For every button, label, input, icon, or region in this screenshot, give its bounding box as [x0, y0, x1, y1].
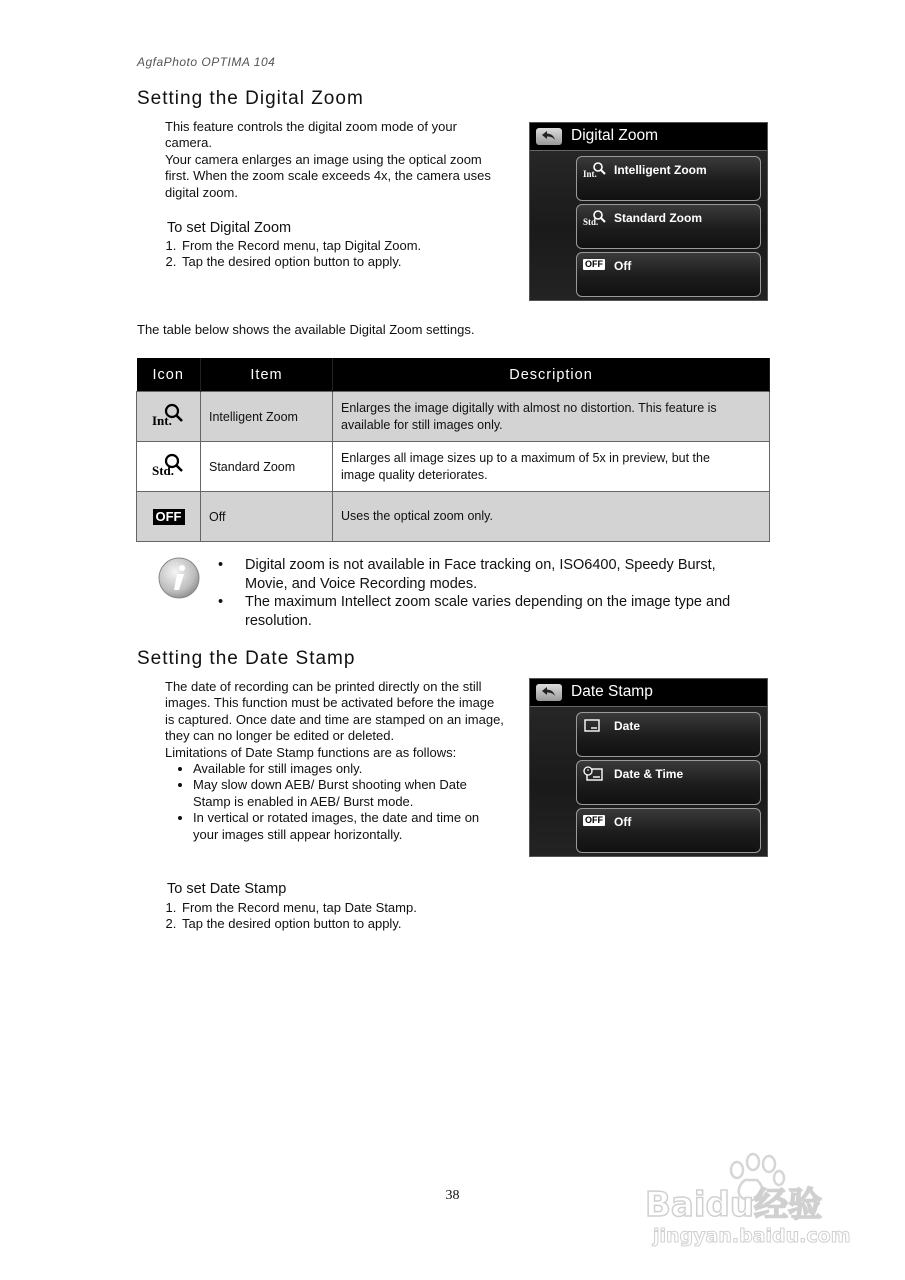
item-cell: Standard Zoom	[201, 442, 333, 492]
intro-line: Limitations of Date Stamp functions are as follows:	[165, 744, 457, 760]
notes	[218, 556, 770, 630]
section-title-date-stamp: Setting the Date Stamp	[137, 648, 356, 669]
back-button[interactable]	[536, 684, 562, 701]
screen-title: Digital Zoom	[571, 127, 658, 144]
back-button[interactable]	[536, 128, 562, 145]
digital-zoom-screen	[529, 122, 768, 301]
step: 1. From the Record menu, tap Date Stamp.	[180, 900, 512, 916]
off-icon: OFF	[585, 815, 603, 825]
intro-line: first. When the zoom scale exceeds 4x, the camera uses	[165, 168, 491, 184]
limitation-item: • Available for still images only.	[193, 761, 525, 777]
limitation-item: • In vertical or rotated images, the date and time on your images still appear horizontally.	[193, 810, 525, 843]
option-standard-zoom[interactable]	[576, 204, 761, 249]
table-header-row	[137, 358, 770, 392]
standard-zoom-icon	[583, 210, 607, 226]
screen-title-bar	[530, 123, 767, 151]
standard-zoom-icon-text: Std.	[151, 463, 174, 477]
option-label: Date & Time	[614, 767, 684, 781]
option-off[interactable]	[576, 808, 761, 853]
note-item: • The maximum Intellect zoom scale varies depending on the image type and resolution.	[218, 593, 770, 630]
baidu-watermark	[645, 1148, 850, 1248]
off-icon: OFF	[585, 259, 603, 269]
date-stamp-screen	[529, 678, 768, 857]
step: 2. Tap the desired option button to apply.	[180, 254, 512, 270]
table-intro: The table below shows the available Digital Zoom settings.	[137, 322, 475, 337]
col-header-item: Item	[201, 358, 333, 392]
table-row	[137, 392, 770, 442]
steps-date-stamp	[152, 900, 512, 933]
intelligent-zoom-icon-text: Int.	[583, 169, 597, 178]
description-cell: Enlarges all image sizes up to a maximum of 5x in preview, but the image quality deteriorates.	[333, 442, 770, 492]
date-stamp-intro	[165, 679, 525, 843]
baidu-paw-icon	[645, 1148, 850, 1248]
note-item: • Digital zoom is not available in Face tracking on, ISO6400, Speedy Burst, Movie, and Voice Recording modes.	[218, 556, 770, 593]
intelligent-zoom-icon	[137, 392, 201, 442]
option-label: Standard Zoom	[614, 211, 703, 225]
table-row	[137, 492, 770, 542]
running-header: AgfaPhoto OPTIMA 104	[137, 55, 276, 69]
intro-line: they can no longer be edited or deleted.	[165, 728, 395, 744]
col-header-icon: Icon	[137, 358, 201, 392]
intelligent-zoom-icon	[583, 162, 607, 178]
intelligent-zoom-icon-text: Int.	[151, 413, 172, 427]
item-cell: Intelligent Zoom	[201, 392, 333, 442]
back-arrow-icon	[541, 130, 557, 142]
option-label: Off	[614, 259, 632, 273]
steps-digital-zoom	[152, 238, 512, 271]
standard-zoom-icon-text: Std.	[583, 217, 599, 226]
option-date[interactable]	[576, 712, 761, 757]
table-row	[137, 442, 770, 492]
intro-line: is captured. Once date and time are stamped on an image,	[165, 711, 504, 727]
watermark-logo: Baidu经验	[645, 1185, 823, 1225]
option-label: Date	[614, 719, 641, 733]
intro-line: The date of recording can be printed directly on the still	[165, 679, 482, 694]
intro-line: This feature controls the digital zoom mode of your	[165, 119, 457, 134]
digital-zoom-table	[136, 358, 770, 542]
option-label: Intelligent Zoom	[614, 163, 707, 177]
option-date-time[interactable]	[576, 760, 761, 805]
option-off[interactable]	[576, 252, 761, 297]
option-intelligent-zoom[interactable]	[576, 156, 761, 201]
col-header-description: Description	[333, 358, 770, 392]
info-icon	[157, 556, 201, 600]
section-title-digital-zoom: Setting the Digital Zoom	[137, 88, 364, 109]
description-cell: Enlarges the image digitally with almost no distortion. This feature is available for still images only.	[333, 392, 770, 442]
howto-title-date-stamp: To set Date Stamp	[167, 881, 287, 897]
step: 2. Tap the desired option button to apply.	[180, 916, 512, 932]
intro-line: Your camera enlarges an image using the optical zoom	[165, 151, 482, 167]
intro-line: camera.	[165, 135, 212, 151]
page-number: 38	[445, 1188, 460, 1203]
screen-title: Date Stamp	[571, 683, 653, 700]
standard-zoom-icon	[137, 442, 201, 492]
off-icon: OFF	[137, 492, 201, 542]
howto-title-digital-zoom: To set Digital Zoom	[167, 220, 292, 236]
screen-title-bar	[530, 679, 767, 707]
intro-line: digital zoom.	[165, 184, 238, 200]
step: 1. From the Record menu, tap Digital Zoom.	[180, 238, 512, 254]
date-icon	[583, 718, 607, 734]
digital-zoom-intro	[165, 119, 520, 201]
intro-line: images. This function must be activated before the image	[165, 695, 495, 711]
option-label: Off	[614, 815, 632, 829]
date-time-icon	[583, 766, 607, 782]
description-cell: Uses the optical zoom only.	[333, 492, 770, 542]
back-arrow-icon	[541, 686, 557, 698]
item-cell: Off	[201, 492, 333, 542]
watermark-url: jingyan.baidu.com	[653, 1225, 850, 1247]
limitation-item: • May slow down AEB/ Burst shooting when Date Stamp is enabled in AEB/ Burst mode.	[193, 777, 525, 810]
